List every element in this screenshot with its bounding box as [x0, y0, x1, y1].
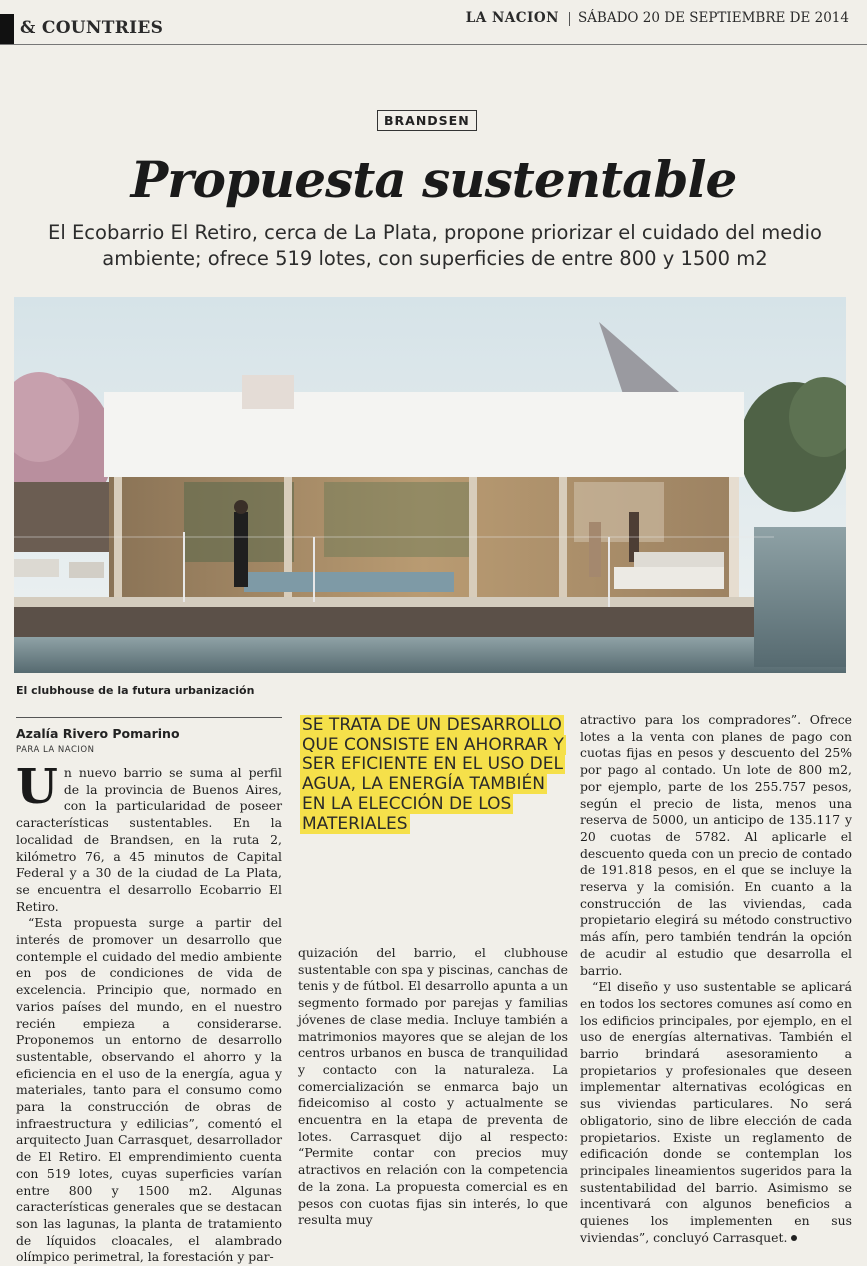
drop-cap: U — [16, 759, 58, 815]
article-column-2 — [298, 945, 568, 1229]
pull-quote — [300, 716, 572, 834]
byline-rule — [16, 717, 282, 718]
masthead — [466, 10, 849, 26]
header-rule — [0, 44, 867, 45]
body-paragraph — [580, 979, 852, 1246]
publication-name: LA NACION — [465, 10, 559, 26]
pull-quote-text: SE TRATA DE UN DESARROLLO QUE CONSISTE EN AHORRAR Y SER EFICIENTE EN EL USO DEL AGUA, LA ENERGÍA TAMBIÉN EN LA ELECCIÓN DE LOS MATERIALES — [302, 715, 564, 834]
author-organization: PARA LA NACION — [16, 745, 95, 755]
body-text: “El diseño y uso sustentable se aplicará en todos los sectores comunes así como en los edificios principales, por ejemplo, en el uso de energías alternativas. También el barrio brindará asesoramiento a propietarios y profesionales que deseen implementar alternativas ecológicas en sus viviendas particulares. No será obligatorio, sino de libre elección de cada propietarios. Existe un reglamento de edificación donde se contemplan los principales lineamientos sugeridos para la sustentabilidad del barrio. Asimismo se incentivará con algunos beneficios a quienes los implementen en sus viviendas”, concluyó Carrasquet. — [580, 979, 852, 1245]
author-name: Azalía Rivero Pomarino — [16, 726, 180, 741]
article-column-3 — [580, 712, 852, 1247]
clubhouse-rendering — [14, 297, 846, 673]
photo-caption: El clubhouse de la futura urbanización — [16, 684, 255, 697]
headline: Propuesta sustentable — [130, 150, 737, 209]
body-paragraph — [16, 759, 282, 915]
body-paragraph: quización del barrio, el clubhouse sustentable con spa y piscinas, canchas de tenis y de fútbol. El desarrollo apunta a un segmento formado por parejas y familias jóvenes de clase media. Incluye también a matrimonios mayores que se alejan de los centros urbanos en busca de tranquilidad y contacto con la naturaleza. La comercialización se enmarca bajo un fideicomiso al costo y actualmente se encuentra en la etapa de preventa de lotes. Carrasquet dijo al respecto: “Permite contar con precios muy atractivos en relación con la competencia de la zona. La propuesta comercial es en pesos con cuotas fijas sin interés, lo que resulta muy — [298, 945, 568, 1228]
section-title: & COUNTRIES — [20, 18, 164, 38]
kicker-label: BRANDSEN — [377, 110, 477, 131]
body-paragraph: atractivo para los compradores”. Ofrece lotes a la venta con planes de pago con cuotas fijas en pesos y descuento del 25% por pago al contado. Un lote de 800 m2, por ejemplo, parte de los 255.757 pesos, según el precio de lista, menos una reserva de 5000, un anticipo de 135.117 y 20 cuotas de 5782. Al aplicarle el descuento queda con un precio de contado de 191.818 pesos, en el que se incluye la reserva y la comisión. En cuanto a la construcción de las viviendas, cada propietario elegirá su método constructivo más afín, pero también tendrán la opción de acudir al estudio que desarrolla el barrio. — [580, 712, 852, 978]
body-text: n nuevo barrio se suma al perfil de la provincia de Buenos Aires, con la particularidad de poseer características sustentables. En la localidad de Brandsen, en la ruta 2, kilómetro 76, a 45 minutos de Capital Federal y a 30 de la ciudad de La Plata, se encuentra el desarrollo Ecobarrio El Retiro. — [16, 765, 282, 914]
end-mark-icon — [791, 1235, 797, 1241]
body-paragraph: “Esta propuesta surge a partir del interés de promover un desarrollo que contemple el cuidado del medio ambiente en pos de condiciones de vida de excelencia. Principio que, normado en varios países del mundo, en el nuestro recién empieza a considerarse. Proponemos un entorno de desarrollo sustentable, observando el ahorro y la eficiencia en el uso de la energía, agua y materiales, tanto para el consumo como para la construcción de obras de infraestructura y edilicias”, comentó el arquitecto Juan Carrasquet, desarrollador de El Retiro. El emprendimiento cuenta con 519 lotes, cuyas superficies varían entre 800 y 1500 m2. Algunas características generales que se destacan son las lagunas, la planta de tratamiento de líquidos cloacales, el alambrado olímpico perimetral, la forestación y par- — [16, 915, 282, 1265]
masthead-divider — [569, 12, 570, 26]
section-marker-block — [0, 14, 14, 44]
subheadline: El Ecobarrio El Retiro, cerca de La Plata, propone priorizar el cuidado del medio ambiente; ofrece 519 lotes, con superficies de entre 800 y 1500 m2 — [48, 221, 822, 270]
clubhouse-photo — [14, 297, 846, 673]
article-column-1 — [16, 759, 282, 1266]
issue-date: SÁBADO 20 DE SEPTIEMBRE DE 2014 — [577, 10, 849, 26]
